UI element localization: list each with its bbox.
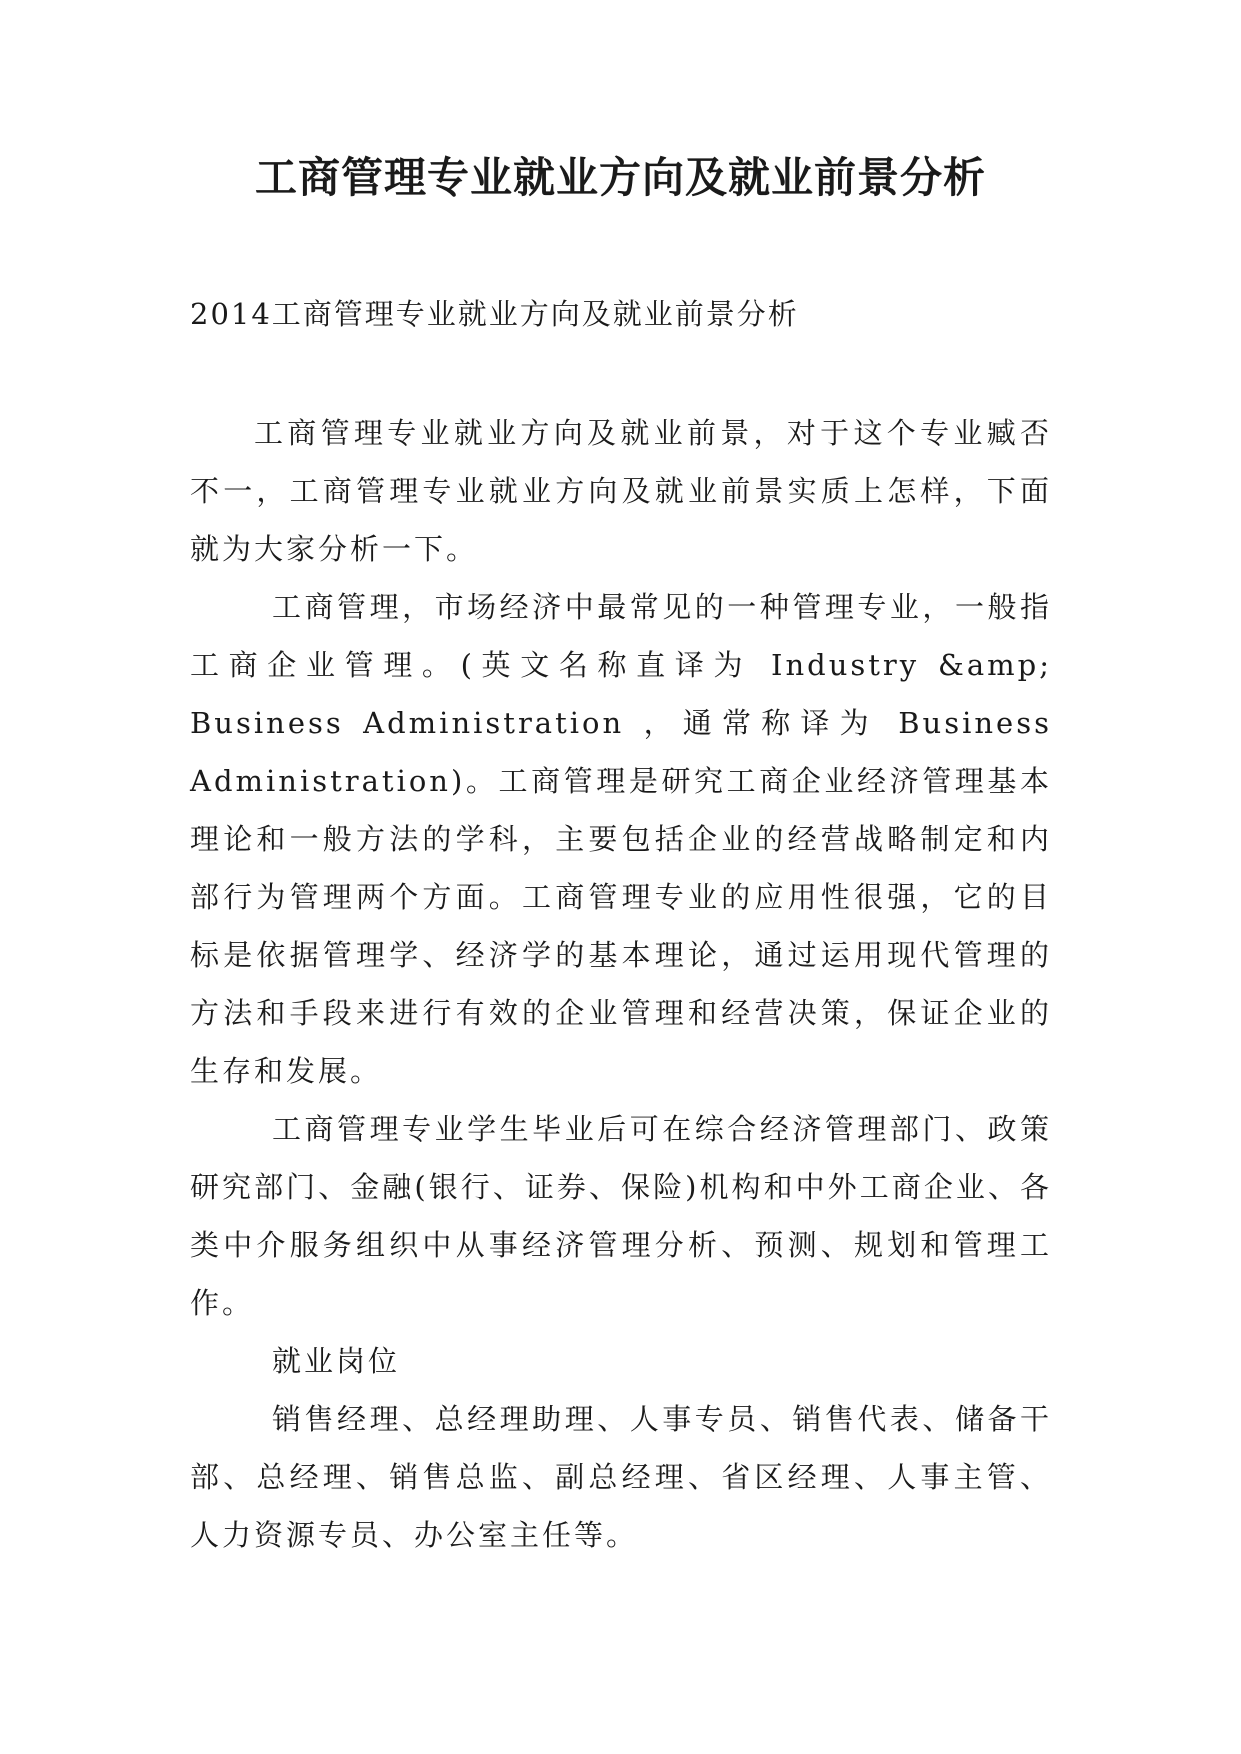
section-heading-jobs: 就业岗位: [272, 1344, 401, 1378]
document-body: [190, 404, 1052, 1564]
intro-paragraph: 工商管理专业就业方向及就业前景，对于这个专业臧否不一，工商管理专业就业方向及就业前景实质上怎样，下面就为大家分析一下。: [190, 416, 1052, 566]
document-subtitle: 2014工商管理专业就业方向及就业前景分析: [190, 297, 799, 331]
career-paths-paragraph: 工商管理专业学生毕业后可在综合经济管理部门、政策研究部门、金融(银行、证券、保险)机构和中外工商企业、各类中介服务组织中从事经济管理分析、预测、规划和管理工作。: [190, 1112, 1052, 1320]
jobs-list-paragraph: 销售经理、总经理助理、人事专员、销售代表、储备干部、总经理、销售总监、副总经理、省区经理、人事主管、人力资源专员、办公室主任等。: [190, 1402, 1052, 1552]
document-title: 工商管理专业就业方向及就业前景分析: [254, 153, 986, 202]
definition-paragraph: 工商管理，市场经济中最常见的一种管理专业，一般指工商企业管理。(英文名称直译为 Industry &amp; Business Administration ，通常称译为 Business Administration)。工商管理是研究工商企业经济管理基本理论和一般方法的学科，主要包括企业的经营战略制定和内部行为管理两个方面。工商管理专业的应用性很强，它的目标是依据管理学、经济学的基本理论，通过运用现代管理的方法和手段来进行有效的企业管理和经营决策，保证企业的生存和发展。: [190, 590, 1052, 1088]
